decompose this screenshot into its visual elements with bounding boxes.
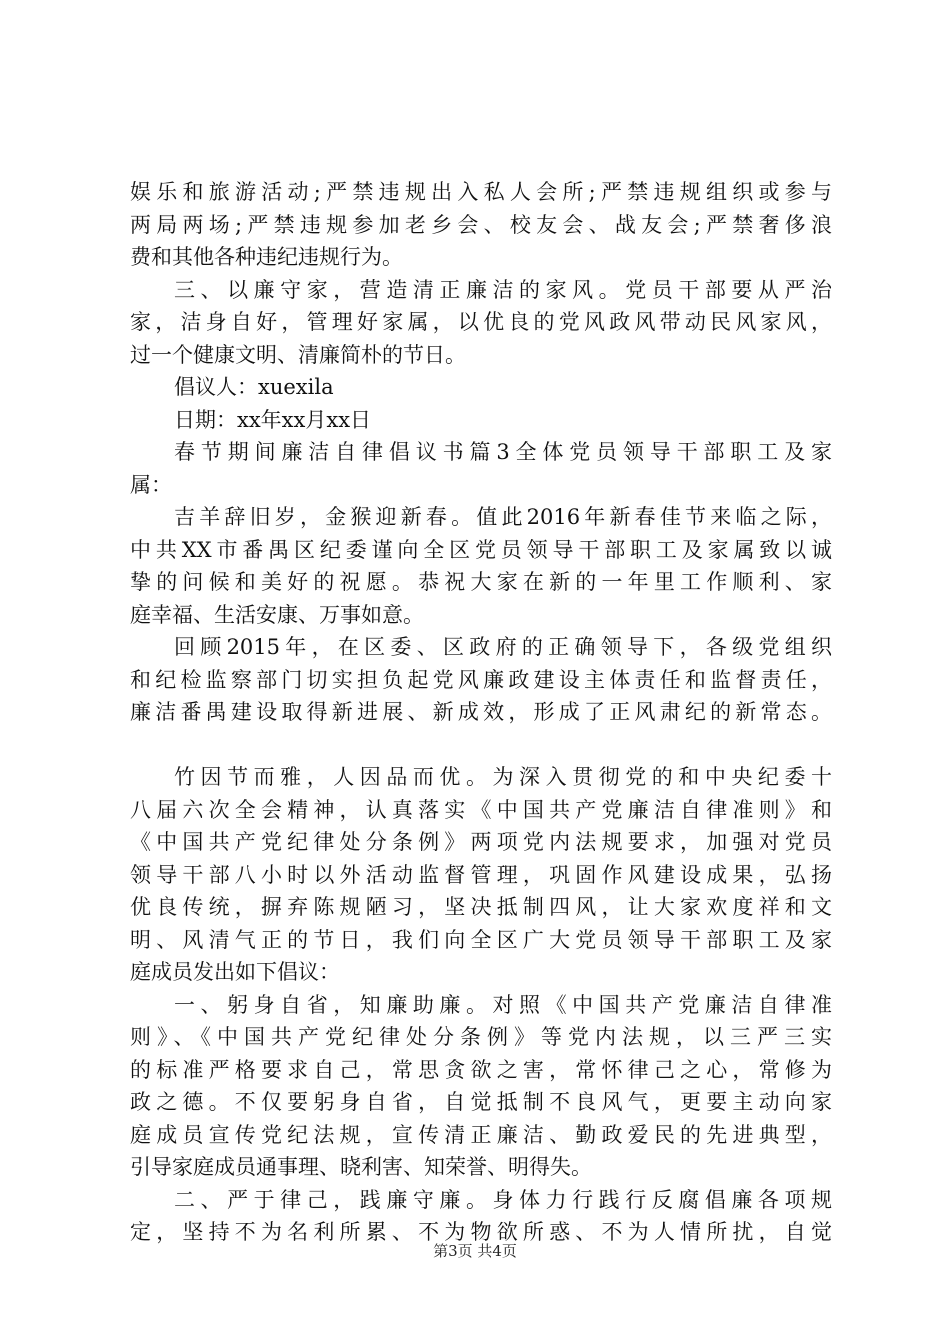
text-line: 明、风清气正的节日，我们向全区广大党员领导干部职工及家 — [130, 927, 832, 952]
text-line: 二、严于律己，践廉守廉。身体力行践行反腐倡廉各项规 — [174, 1187, 832, 1212]
text-line: 一、躬身自省，知廉助廉。对照《中国共产党廉洁自律准 — [174, 992, 832, 1017]
text-line: 日期：xx年xx月xx日 — [174, 407, 372, 432]
text-line: 回顾2015年，在区委、区政府的正确领导下，各级党组织 — [174, 635, 832, 659]
text-line: 定，坚持不为名利所累、不为物欲所惑、不为人情所扰，自觉 — [130, 1220, 832, 1244]
text-line: 竹因节而雅，人因品而优。为深入贯彻党的和中央纪委十 — [174, 765, 832, 789]
text-line: 领导干部八小时以外活动监督管理，巩固作风建设成果，弘扬 — [130, 862, 832, 887]
text-line: 优良传统，摒弃陈规陋习，坚决抵制四风，让大家欢度祥和文 — [130, 895, 832, 919]
text-line: 吉羊辞旧岁，金猴迎新春。值此2016年新春佳节来临之际， — [174, 505, 832, 529]
text-line: 中共XX市番禺区纪委谨向全区党员领导干部职工及家属致以诚 — [130, 537, 832, 562]
text-line: 则》、《中国共产党纪律处分条例》等党内法规，以三严三实 — [130, 1025, 832, 1049]
text-line: 属： — [130, 472, 172, 497]
text-line: 三、以廉守家，营造清正廉洁的家风。党员干部要从严治 — [174, 277, 832, 302]
text-line: 倡议人：xuexila — [174, 375, 334, 399]
text-line: 《中国共产党纪律处分条例》两项党内法规要求，加强对党员 — [130, 830, 832, 854]
text-line: 引导家庭成员通事理、晓利害、知荣誉、明得失。 — [130, 1155, 592, 1179]
text-line: 两局两场;严禁违规参加老乡会、校友会、战友会;严禁奢侈浪 — [130, 212, 832, 237]
text-line: 政之德。不仅要躬身自省，自觉抵制不良风气，更要主动向家 — [130, 1090, 832, 1114]
paragraph-gap — [130, 729, 832, 762]
text-line: 娱乐和旅游活动;严禁违规出入私人会所;严禁违规组织或参与 — [130, 180, 832, 204]
page-number-footer: 第3页 共4页 — [433, 1242, 517, 1260]
text-line: 八届六次全会精神，认真落实《中国共产党廉洁自律准则》和 — [130, 797, 832, 822]
text-line: 家，洁身自好，管理好家属，以优良的党风政风带动民风家风， — [130, 310, 832, 334]
text-line: 和纪检监察部门切实担负起党风廉政建设主体责任和监督责任， — [130, 667, 832, 692]
text-line: 挚的问候和美好的祝愿。恭祝大家在新的一年里工作顺利、家 — [130, 570, 832, 594]
text-line: 的标准严格要求自己，常思贪欲之害，常怀律己之心，常修为 — [130, 1057, 832, 1082]
text-line: 庭成员宣传党纪法规，宣传清正廉洁、勤政爱民的先进典型， — [130, 1122, 832, 1147]
text-line: 廉洁番禺建设取得新进展、新成效，形成了正风肃纪的新常态。 — [130, 700, 832, 724]
text-line: 费和其他各种违纪违规行为。 — [130, 245, 403, 269]
text-line: 春节期间廉洁自律倡议书篇3全体党员领导干部职工及家 — [174, 440, 832, 464]
text-line: 庭成员发出如下倡议： — [130, 960, 340, 984]
document-body — [130, 176, 832, 1249]
text-line: 过一个健康文明、清廉简朴的节日。 — [130, 342, 466, 367]
text-line: 庭幸福、生活安康、万事如意。 — [130, 602, 424, 627]
